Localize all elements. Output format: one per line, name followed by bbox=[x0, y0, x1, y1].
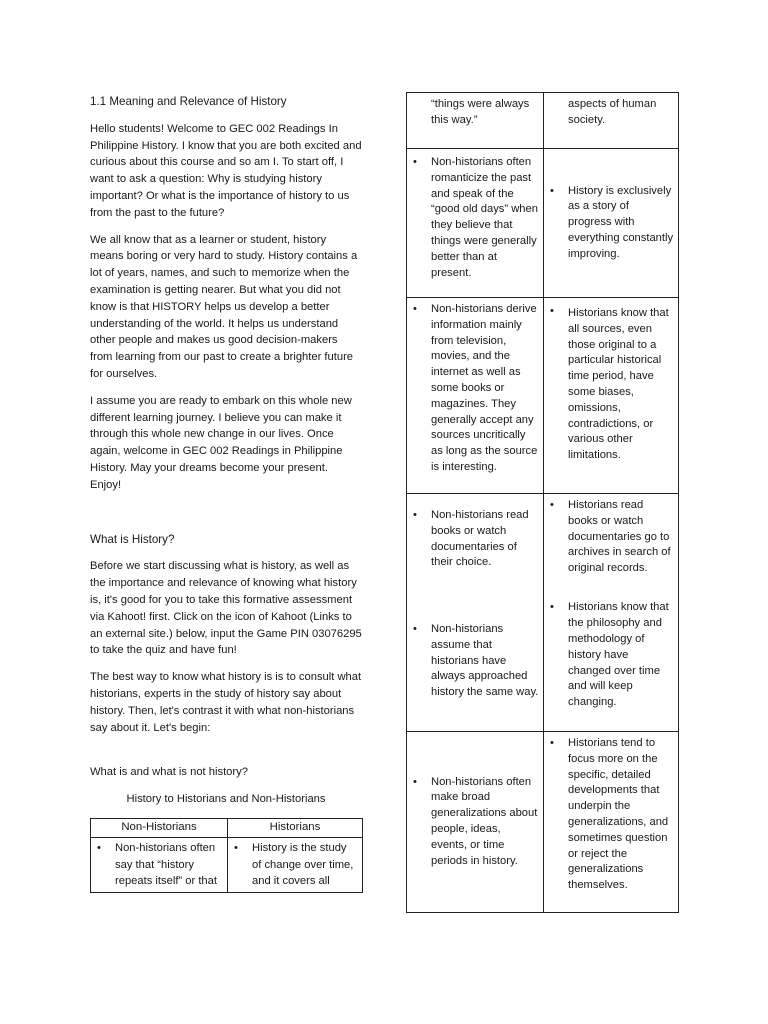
cell-text: Historians tend to focus more on the specific, detailed developments that underpin the generalizations, and sometimes question or reject the generalizations themselves. bbox=[568, 737, 669, 892]
bullet-icon: • bbox=[97, 841, 101, 854]
cell-text: Non-historians often romanticize the past and speak of the “good old days” when they believe that things were generally better than at present. bbox=[431, 156, 538, 279]
comparison-table-continued bbox=[406, 92, 679, 913]
cell-text: Non-historians assume that historians have always approached history the same way. bbox=[431, 623, 539, 699]
table-row bbox=[91, 837, 363, 892]
bullet-icon: • bbox=[413, 623, 417, 636]
cell-text: “things were always this way.” bbox=[431, 98, 530, 126]
table-row bbox=[407, 93, 679, 149]
comparison-table-start bbox=[90, 818, 363, 893]
cell-text: Non-historians often say that “history repeats itself” or that bbox=[115, 841, 217, 888]
table-cell bbox=[544, 149, 679, 298]
bullet-icon: • bbox=[550, 305, 554, 317]
table-cell bbox=[407, 298, 544, 494]
table-row bbox=[407, 494, 679, 732]
cell-text: Non-historians read books or watch documentaries of their choice. bbox=[431, 509, 529, 569]
cell-text: Non-historians derive information mainly from television, movies, and the internet as well as some books or magazines. They generally accept any sources uncritically as long as the source is interesting. bbox=[431, 303, 538, 473]
intro-paragraph-2: We all know that as a learner or student, history means boring or very hard to study. History contains a lot of years, names, and such to memorize when the examination is getting nearer. But what you did not know is that HISTORY helps us develop a better understanding of the world. It helps us understand other people and makes us good decision-makers from learning from our past to create a brighter future for ourselves. bbox=[90, 233, 358, 380]
column-header-historians: Historians bbox=[228, 818, 363, 837]
bullet-icon: • bbox=[550, 184, 554, 197]
cell-text: aspects of human society. bbox=[568, 98, 657, 126]
intro-paragraph-3: I assume you are ready to embark on this whole new different learning journey. I believe you can make it through this whole new change in our lives. Once again, welcome in GEC 002 Readings in Philippine History. May your dreams become your present. Enjoy! bbox=[90, 394, 352, 491]
intro-paragraph-1: Hello students! Welcome to GEC 002 Readings In Philippine History. I know that you are both excited and curious about this course and so am I. To start off, I want to ask a question: Why is studying history important? Or what is the importance of history to us from the past to the future? bbox=[90, 122, 362, 219]
table-caption: History to Historians and Non-Historians bbox=[126, 793, 326, 806]
table-cell bbox=[407, 732, 544, 913]
table-cell bbox=[407, 93, 544, 149]
cell-text: Historians know that all sources, even those original to a particular historical time period, have some biases, omissions, contradictions, or various other limitations. bbox=[568, 307, 669, 462]
bullet-icon: • bbox=[550, 499, 554, 511]
bullet-icon: • bbox=[413, 156, 417, 168]
history-question: What is and what is not history? bbox=[90, 766, 248, 779]
bullet-icon: • bbox=[413, 509, 417, 521]
table-cell bbox=[91, 837, 228, 892]
cell-text: Non-historians often make broad generalizations about people, ideas, events, or time periods in history. bbox=[431, 775, 538, 867]
cell-text: Historians know that the philosophy and methodology of history have changed over time and will keep changing. bbox=[568, 601, 669, 709]
table-cell bbox=[544, 494, 679, 732]
left-column bbox=[90, 94, 362, 893]
table-row bbox=[407, 298, 679, 494]
table-cell bbox=[544, 732, 679, 913]
history-paragraph-1: Before we start discussing what is history, as well as the importance and relevance of knowing what history is, it's good for you to take this formative assessment via Kahoot! first. Click on the icon of Kahoot (Links to an external site.) below, input the Game PIN 03076295 to take the quiz and have fun! bbox=[90, 560, 362, 657]
table-row bbox=[407, 149, 679, 298]
bullet-icon: • bbox=[413, 775, 417, 788]
table-cell bbox=[407, 494, 544, 732]
history-paragraph-2: The best way to know what history is is to consult what historians, experts in the study of history say about history. Then, let's contrast it with what non-historians say about it. Let's begin: bbox=[90, 671, 362, 734]
bullet-icon: • bbox=[413, 303, 417, 315]
what-is-history-heading: What is History? bbox=[90, 532, 175, 546]
table-cell bbox=[407, 149, 544, 298]
column-header-non-historians: Non-Historians bbox=[91, 818, 228, 837]
cell-text: History is exclusively as a story of progress with everything constantly improving. bbox=[568, 184, 674, 260]
table-cell bbox=[544, 298, 679, 494]
table-header-row bbox=[91, 818, 363, 837]
bullet-icon: • bbox=[550, 601, 554, 614]
table-row bbox=[407, 732, 679, 913]
cell-text: History is the study of change over time, and it covers all bbox=[252, 841, 354, 888]
table-cell bbox=[544, 93, 679, 149]
table-cell bbox=[228, 837, 363, 892]
cell-text: Historians read books or watch documentaries go to archives in search of original records. bbox=[568, 499, 671, 575]
bullet-icon: • bbox=[550, 737, 554, 749]
bullet-icon: • bbox=[234, 841, 238, 854]
section-heading: 1.1 Meaning and Relevance of History bbox=[90, 95, 287, 108]
